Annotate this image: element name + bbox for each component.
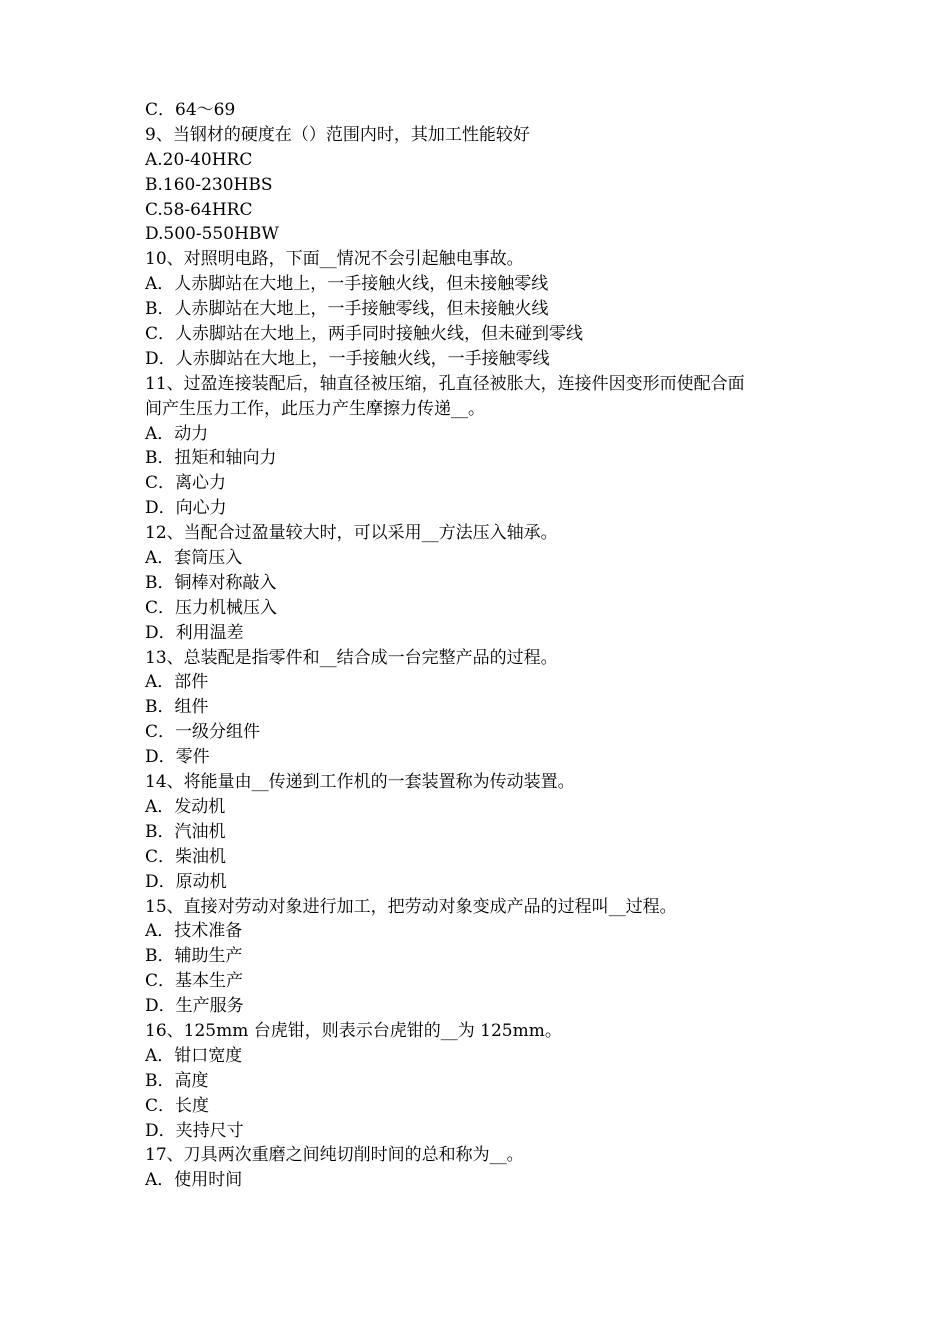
option-c-q13: C．一级分组件 bbox=[145, 722, 261, 743]
option-c-q9: C.58-64HRC bbox=[145, 199, 253, 220]
option-b-q12: B．铜棒对称敲入 bbox=[145, 572, 277, 593]
document-body bbox=[145, 98, 825, 1193]
option-d-q13: D．零件 bbox=[145, 747, 210, 768]
question-16: 16、125mm 台虎钳，则表示台虎钳的__为 125mm。 bbox=[145, 1020, 562, 1041]
option-b-q14: B．汽油机 bbox=[145, 821, 226, 842]
option-c-q14: C．柴油机 bbox=[145, 846, 227, 867]
question-11-line-1: 11、过盈连接装配后，轴直径被压缩，孔直径被胀大，连接件因变形而使配合面 bbox=[145, 373, 745, 394]
option-b-q10: B．人赤脚站在大地上，一手接触零线，但未接触火线 bbox=[145, 299, 549, 320]
option-a-q9: A.20-40HRC bbox=[145, 149, 253, 170]
question-12: 12、当配合过盈量较大时，可以采用__方法压入轴承。 bbox=[145, 523, 558, 544]
option-d-q10: D．人赤脚站在大地上，一手接触火线，一手接触零线 bbox=[145, 348, 550, 369]
question-14: 14、将能量由__传递到工作机的一套装置称为传动装置。 bbox=[145, 772, 575, 793]
option-a-q15: A．技术准备 bbox=[145, 921, 243, 942]
option-b-q16: B．高度 bbox=[145, 1070, 209, 1091]
option-d-q15: D．生产服务 bbox=[145, 996, 244, 1017]
option-a-q17: A．使用时间 bbox=[145, 1170, 243, 1191]
option-b-q11: B．扭矩和轴向力 bbox=[145, 448, 277, 469]
option-b-q13: B．组件 bbox=[145, 697, 209, 718]
option-a-q13: A．部件 bbox=[145, 672, 209, 693]
option-c-q12: C．压力机械压入 bbox=[145, 597, 278, 618]
option-d-q11: D．向心力 bbox=[145, 498, 227, 519]
option-a-q11: A．动力 bbox=[145, 423, 209, 444]
option-d-q14: D．原动机 bbox=[145, 871, 227, 892]
question-15: 15、直接对劳动对象进行加工，把劳动对象变成产品的过程叫__过程。 bbox=[145, 896, 677, 917]
option-c-q11: C．离心力 bbox=[145, 473, 227, 494]
question-10: 10、对照明电路，下面__情况不会引起触电事故。 bbox=[145, 249, 524, 270]
option-d-q12: D．利用温差 bbox=[145, 622, 244, 643]
option-c-q10: C．人赤脚站在大地上，两手同时接触火线，但未碰到零线 bbox=[145, 324, 584, 345]
option-d-q9: D.500-550HBW bbox=[145, 224, 279, 245]
option-d-q16: D．夹持尺寸 bbox=[145, 1120, 244, 1141]
question-9: 9、当钢材的硬度在（）范围内时，其加工性能较好 bbox=[145, 124, 530, 145]
option-a-q16: A．钳口宽度 bbox=[145, 1045, 243, 1066]
option-b-q15: B．辅助生产 bbox=[145, 946, 243, 967]
option-a-q14: A．发动机 bbox=[145, 796, 226, 817]
option-a-q10: A．人赤脚站在大地上，一手接触火线，但未接触零线 bbox=[145, 274, 549, 295]
option-c-q8: C．64～69 bbox=[145, 100, 236, 120]
question-13: 13、总装配是指零件和__结合成一台完整产品的过程。 bbox=[145, 647, 558, 668]
option-c-q15: C．基本生产 bbox=[145, 971, 244, 992]
question-17: 17、刀具两次重磨之间纯切削时间的总和称为__。 bbox=[145, 1145, 524, 1166]
option-a-q12: A．套筒压入 bbox=[145, 548, 243, 569]
question-11-line-2: 间产生压力工作，此压力产生摩擦力传递__。 bbox=[145, 398, 485, 419]
option-b-q9: B.160-230HBS bbox=[145, 174, 273, 195]
option-c-q16: C．长度 bbox=[145, 1095, 210, 1116]
